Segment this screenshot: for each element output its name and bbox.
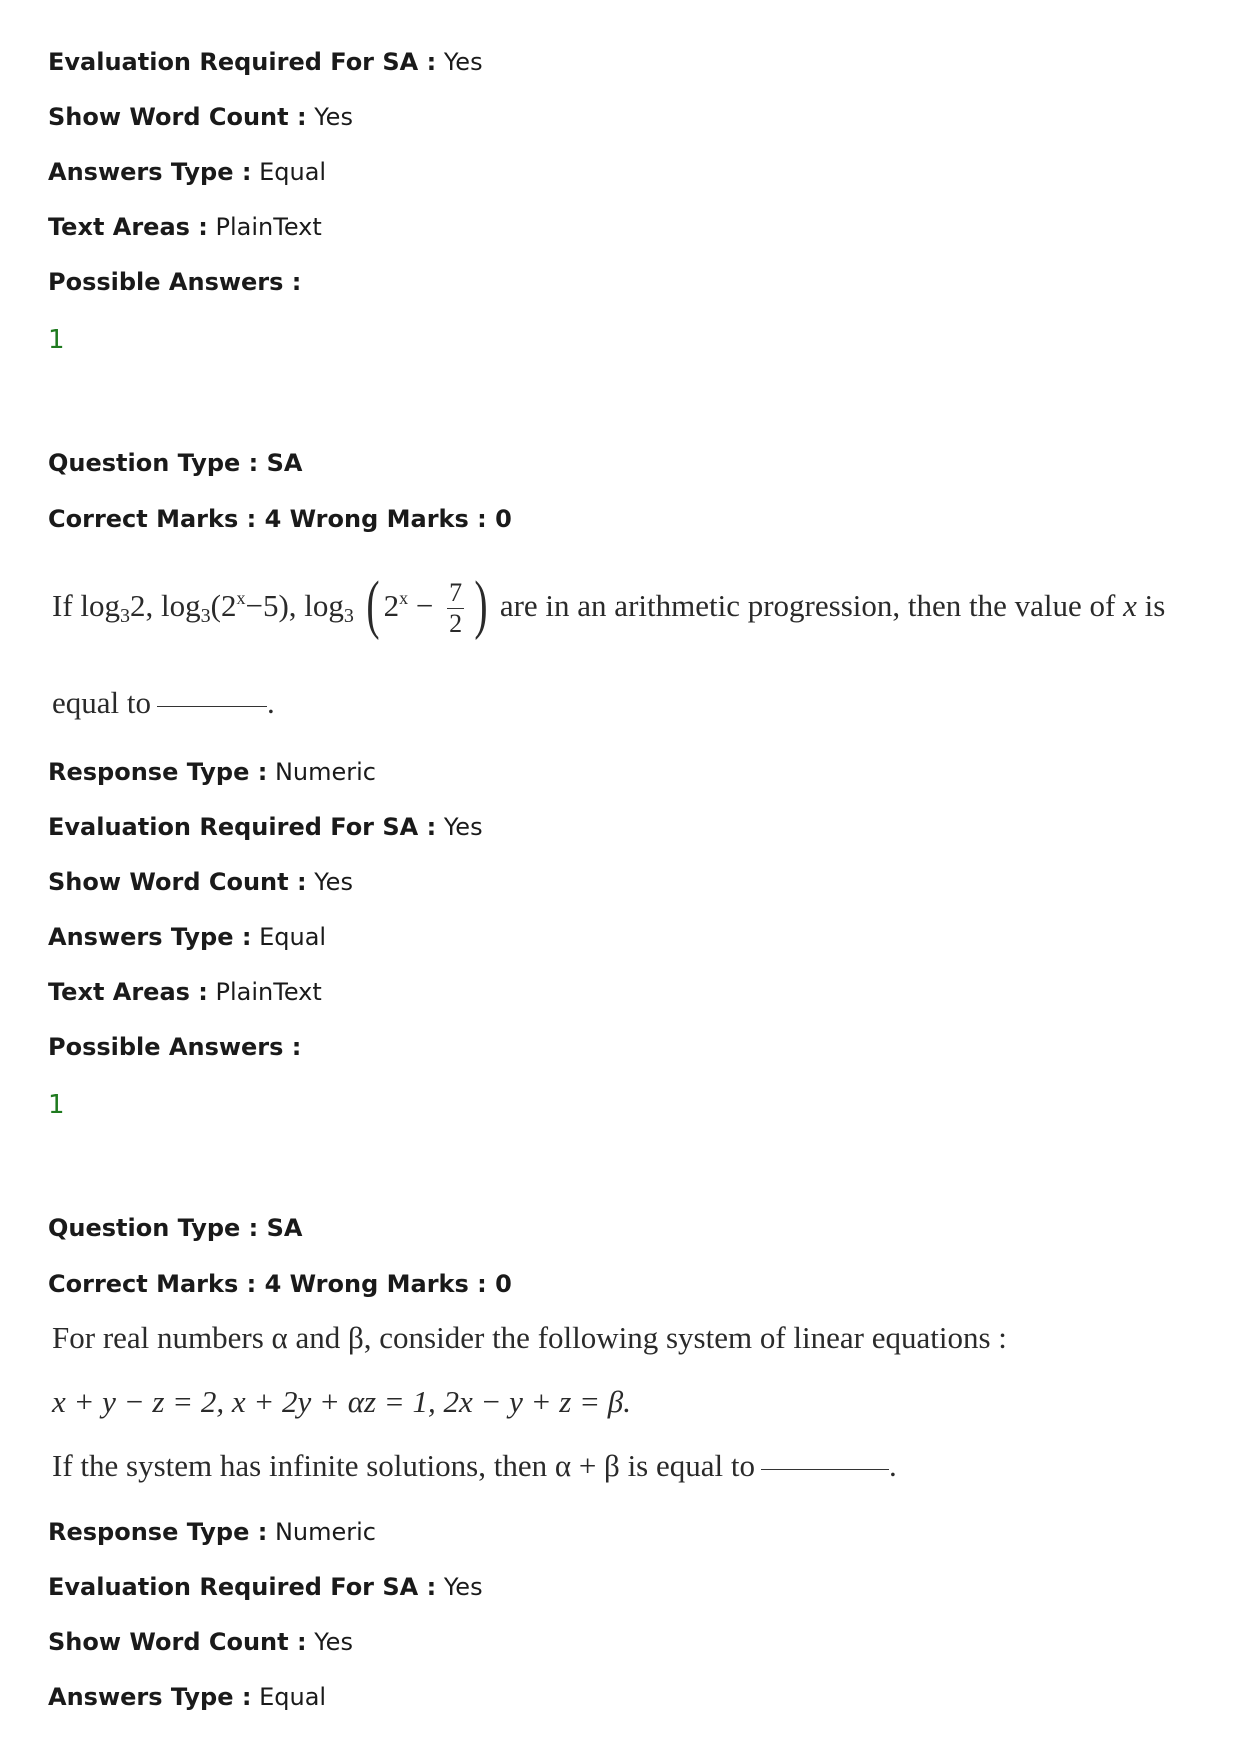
variable: x [1123,588,1137,623]
subscript: 3 [120,605,131,627]
superscript: x [236,588,246,608]
response-type-row [48,1517,376,1547]
field-label: Answers Type : [48,1683,252,1711]
field-label: Possible Answers : [48,268,302,296]
field-value: PlainText [215,978,322,1006]
text-fragment: equal to [52,685,151,720]
show-word-count-row [48,867,353,897]
field-label: Evaluation Required For SA : [48,813,437,841]
question-type-row [48,1213,302,1243]
answer-blank [761,1468,889,1470]
field-label: Response Type : [48,758,268,786]
text-areas-row [48,212,322,242]
text-fragment: is [1144,588,1166,623]
question-type-row [48,448,302,478]
question-1-text-line-1 [52,568,1166,641]
answers-type-row [48,922,326,952]
marks-row [48,504,512,534]
field-value: Numeric [274,758,376,786]
field-label: Show Word Count : [48,1628,307,1656]
answers-type-row [48,157,326,187]
text-fragment: . [267,685,275,720]
field-label: Answers Type : [48,158,252,186]
field-label: Possible Answers : [48,1033,302,1061]
text-fragment: (2 [210,588,237,623]
evaluation-required-row [48,812,483,842]
question-type: Question Type : SA [48,1214,303,1242]
field-label: Text Areas : [48,978,208,1006]
evaluation-required-row [48,1572,483,1602]
subscript: 3 [343,605,354,627]
text-areas-row [48,977,322,1007]
minus-sign: − [415,588,434,623]
field-value: Yes [443,813,483,841]
possible-answers-row [48,267,301,297]
field-label: Evaluation Required For SA : [48,48,437,76]
field-value: Yes [314,868,353,896]
marks: Correct Marks : 4 Wrong Marks : 0 [48,1270,512,1298]
question-2-text-line-1 [52,1320,1007,1356]
field-label: Answers Type : [48,923,252,951]
marks-row [48,1269,512,1299]
text-fragment: −5), log [245,588,344,623]
field-value: Yes [443,1573,483,1601]
marks: Correct Marks : 4 Wrong Marks : 0 [48,505,512,533]
field-label: Show Word Count : [48,103,307,131]
equation-system: x + y − z = 2, x + 2y + αz = 1, 2x − y + z = β. [52,1384,631,1419]
left-paren: ( [366,568,380,641]
response-type-row [48,757,376,787]
field-value: PlainText [215,213,322,241]
superscript: x [399,588,409,608]
text-fragment: If the system has infinite solutions, then α + β is equal to [52,1448,755,1483]
field-label: Text Areas : [48,213,208,241]
field-value: Yes [314,103,353,131]
show-word-count-row [48,102,353,132]
field-value: Yes [443,48,483,76]
text-fragment: are in an arithmetic progression, then the value of [499,588,1116,623]
evaluation-required-row [48,47,483,77]
field-value: Equal [259,1683,327,1711]
possible-answer-value: 1 [48,1090,65,1120]
fraction [447,578,464,639]
subscript: 3 [200,605,211,627]
field-value: Yes [314,1628,353,1656]
field-value: Equal [259,923,327,951]
question-1-text-line-2 [52,685,275,721]
right-paren: ) [474,568,488,641]
text-fragment: 2, log [130,588,201,623]
question-type: Question Type : SA [48,449,303,477]
fraction-denominator: 2 [449,609,463,639]
field-label: Show Word Count : [48,868,307,896]
field-label: Response Type : [48,1518,268,1546]
text-fragment: . [889,1448,897,1483]
text-fragment: For real numbers α and β, consider the following system of linear equations : [52,1320,1007,1355]
field-label: Evaluation Required For SA : [48,1573,437,1601]
answers-type-row [48,1682,326,1712]
show-word-count-row [48,1627,353,1657]
possible-answer-value: 1 [48,325,65,355]
fraction-numerator: 7 [449,578,463,608]
question-2-text-line-2 [52,1384,631,1420]
answer-blank [157,705,267,707]
possible-answers-row [48,1032,301,1062]
field-value: Numeric [274,1518,376,1546]
text-fragment: If log [52,588,121,623]
question-2-text-line-3 [52,1448,897,1484]
text-fragment: 2 [383,588,400,623]
field-value: Equal [259,158,327,186]
